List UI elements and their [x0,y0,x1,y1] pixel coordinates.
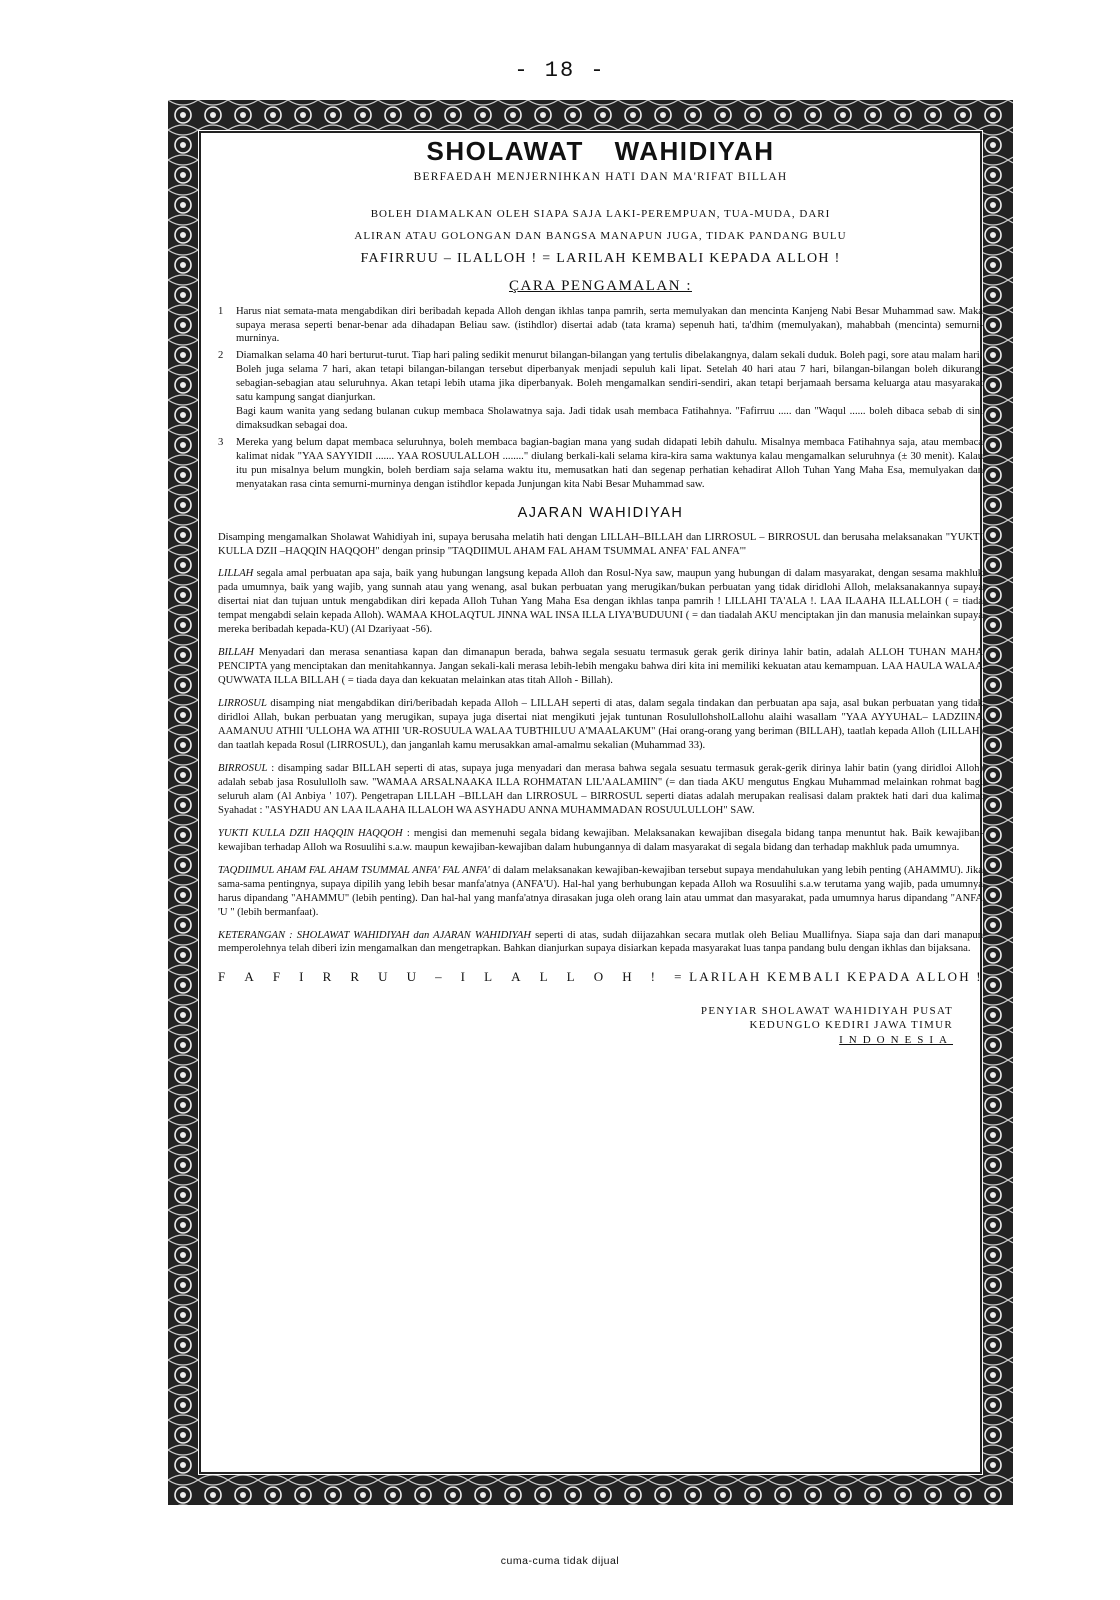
block-term: BILLAH [218,647,254,659]
flyer-title: SHOLAWAT WAHIDIYAH [426,136,775,166]
allowed-notice-line-2: ALIRAN ATAU GOLONGAN DAN BANGSA MANAPUN JUGA, TIDAK PANDANG BULU [354,229,847,242]
step-text: Bagi kaum wanita yang sedang bulanan cukup membaca Sholawatnya saja. Jadi tidak usah membaca Fatihahnya. "Fafirruu ..... dan "Waqul ...... boleh dibaca sebab di sini dimaksudkan sebagai doa. [236,406,983,432]
ajaran-block-keterangan [218,929,983,957]
ajaran-block-birrosul [218,762,983,818]
block-text: di dalam melaksanakan kewajiban-kewajiban tersebut supaya mendahulukan yang lebih penting (AHAMMU). Jika sama-sama pentingnya, supaya dipilih yang lebih besar manfa'atnya (ANFA'U). Hal-hal yang berhubungan kepada Alloh wa Rosuulihi s.a.w terutama yang wajib, pada umumnya harus dipandang "AHAMMU" (lebih penting). Dan hal-hal yang manfa'atnya dirasakan juga oleh orang lain atau ummat dan masyarakat, pada umumnya harus dipandang "ANFA 'U " (lebih bermanfaat). [218,864,983,918]
publisher-signature: PENYIAR SHOLAWAT WAHIDIYAH PUSAT KEDUNGLO KEDIRI JAWA TIMUR INDONESIA [700,1004,953,1047]
block-term: YUKTI KULLA DZII HAQQIN HAQQOH [218,827,403,839]
page-number: - 18 - [514,58,606,83]
step-text: Mereka yang belum dapat membaca seluruhnya, boleh membaca bagian-bagian mana yang sudah didapati lebih dahulu. Misalnya membaca Fatihahnya saja, atau membaca kalimat nidak "YAA SAYYIDII ....... YAA ROSUULALLOH ........" diulang berkali-kali selama kira-kira sama waktunya kalau mengamalkan seluruhnya (± 30 menit). Kalau itu pun misalnya belum mungkin, boleh berdiam saja selama waktu itu, memusatkan hati dan segenap perhatian kehadirat Alloh Tuhan Yang Maha Esa, memulyakan dan menyatakan rasa cinta semurni-murninya dengan istihdlor kepada Junjungan kita Nabi Besar Muhammad saw. [236,437,983,491]
ajaran-block-yukti [218,827,983,855]
block-term: TAQDIIMUL AHAM FAL AHAM TSUMMAL ANFA' FAL ANFA' [218,864,490,876]
fafirruu-footer: F A F I R R U U – I L A L L O H ! = LARILAH KEMBALI KEPADA ALLOH ! [218,969,983,985]
list-item: 2 Diamalkan selama 40 hari berturut-turut. Tiap hari paling sedikit menurut bilangan-bilangan yang tertulis dibelakangnya, dalam sekali duduk. Boleh pagi, sore atau malam hari. Boleh juga selama 7 hari, akan tetapi bilangan-bilangan tersebut diperbanyak menjadi sepuluh kali lipat. Setelah 40 hari atau 7 hari, bilangan-bilangan boleh dikurangi sebagian-sebagian atau seluruhnya. Akan tetapi lebih utama jika diperbanyak. Boleh mengamalkan sendiri-sendiri, akan tetapi berjamaah bersama keluarga atau masyarakat satu kampung sangat dianjurkan. Bagi kaum wanita yang sedang bulanan cukup membaca Sholawatnya saja. Jadi tidak usah membaca Fatihahnya. "Fafirruu ..... dan "Waqul ...... boleh dibaca sebab di sini dimaksudkan sebagai doa. [218,350,983,432]
ajaran-block-lirrosul [218,697,983,753]
cara-steps [218,305,983,493]
ajaran-intro: Disamping mengamalkan Sholawat Wahidiyah ini, supaya berusaha melatih hati dengan LILLAH–BILLAH dan LIRROSUL – BIRROSUL dan berusaha melaksanakan "YUKTI KULLA DZII –HAQQIN HAQQOH" dengan prinsip "TAQDIIMUL AHAM FAL AHAM TSUMMAL ANFA' FAL ANFA'" [218,532,983,558]
ajaran-block-lillah [218,567,983,637]
block-term: KETERANGAN : SHOLAWAT WAHIDIYAH dan AJARAN WAHIDIYAH [218,929,532,941]
allowed-notice-line-1: BOLEH DIAMALKAN OLEH SIAPA SAJA LAKI-PEREMPUAN, TUA-MUDA, DARI [370,208,831,221]
cara-heading: ÇARA PENGAMALAN : [508,277,692,294]
ajaran-block-billah [218,646,983,688]
step-text: Diamalkan selama 40 hari berturut-turut. Tiap hari paling sedikit menurut bilangan-bilangan yang tertulis dibelakangnya, dalam sekali duduk. Boleh pagi, sore atau malam hari. [236,350,983,362]
block-text: seperti di atas, sudah diijazahkan secara mutlak oleh Beliau Muallifnya. Siapa saja dan dari manapun memperolehnya telah diberi izin mengamalkan dan mengetrapkan. Bahkan dianjurkan supaya disiarkan kepada masyarakat luas tanpa pandang bulu dengan ikhlas dan bijaksana. [218,929,983,955]
step-text: Boleh juga selama 7 hari, akan tetapi bilangan-bilangan tersebut diperbanyak menjadi sepuluh kali lipat. Setelah 40 hari atau 7 hari, bilangan-bilangan boleh dikurangi sebagian-sebagian atau seluruhnya. Akan tetapi lebih utama jika diperbanyak. Boleh mengamalkan sendiri-sendiri, akan tetapi berjamaah bersama keluarga atau masyarakat satu kampung sangat dianjurkan. [236,364,983,404]
block-term: LILLAH [218,568,254,580]
block-term: LIRROSUL [218,697,267,709]
list-item: 3 Mereka yang belum dapat membaca seluruhnya, boleh membaca bagian-bagian mana yang sudah didapati lebih dahulu. Misalnya membaca Fatihahnya saja, atau membaca kalimat nidak "YAA SAYYIDII ....... YAA ROSUULALLOH ........" diulang berkali-kali selama kira-kira sama waktunya kalau mengamalkan seluruhnya (± 30 menit). Kalau itu pun misalnya belum mungkin, boleh berdiam saja selama waktu itu, memusatkan hati dan segenap perhatian kehadirat Alloh Tuhan Yang Maha Esa, memulyakan dan menyatakan rasa cinta semurni-murninya dengan istihdlor kepada Junjungan kita Nabi Besar Muhammad saw. [218,437,983,491]
flyer-subtitle: BERFAEDAH MENJERNIHKAN HATI DAN MA'RIFAT BILLAH [413,171,788,184]
block-term: BIRROSUL [218,762,268,774]
fafirruu-meaning: = LARILAH KEMBALI KEPADA ALLOH ! [674,969,983,985]
block-text: segala amal perbuatan apa saja, baik yang hubungan langsung kepada Alloh dan Rosul-Nya saw, maupun yang hubungan di dalam masyarakat, dengan sesama makhluk pada umumnya, baik yang wajib, yang sunnah atau yang wenang, asal bukan perbuatan yang merugikan/bukan perbuatan yang tidak diridlohi Alloh, melaksanakannya supaya disertai niat dan tujuan untuk mengabdikan diri kepada Alloh Tuhan Yang Maha Esa dengan ikhlas tanpa pamrih ! LILLAHI TA'ALA !. LAA ILAAHA ILLALLOH ( = tiada tempat mengabdi selain kepada Alloh). WAMAA KHOLAQTUL JINNA WAL INSA ILLA LIYA'BUDUUNI ( = dan tiadalah AKU menciptakan jin dan manusia melainkan supaya mereka beribadah kepada-KU) (Al Dzariyaat -56). [218,568,983,636]
step-text: Harus niat semata-mata mengabdikan diri beribadah kepada Alloh dengan ikhlas tanpa pamrih, serta memulyakan dan mencinta Kanjeng Nabi Besar Muhammad saw. Maka supaya merasa seperti benar-benar ada dihadapan Beliau saw. (istihdlor) disertai adab (tata krama) sepenuh hati, ta'dhim (memulyakan), mahabbah (mencinta) semurni-murninya. [236,305,983,345]
footer-note: cuma-cuma tidak dijual [500,1555,620,1567]
flyer-content [214,134,987,1479]
block-text: Menyadari dan merasa senantiasa kapan dan dimanapun berada, bahwa segala sesuatu termasuk gerak gerik dirinya lahir batin, adalah ALLOH TUHAN MAHA PENCIPTA yang menciptakan dan menitahkannya. Jangan sekali-kali merasa lebih-lebih mengaku bahwa diri kita ini memiliki kekuatan atau kemampuan. LAA HAULA WALAA QUWWATA ILLA BILLAH ( = tiada daya dan kekuatan melainkan atas titah Alloh - Billah). [218,647,983,686]
ajaran-heading: AJARAN WAHIDIYAH [517,505,684,522]
fafirruu-header: FAFIRRUU – ILALLOH ! = LARILAH KEMBALI KEPADA ALLOH ! [360,251,841,267]
ajaran-block-taqdiimul [218,864,983,920]
block-text: : disamping sadar BILLAH seperti di atas, supaya juga menyadari dan merasa bahwa segala sesuatu termasuk gerak-gerik dirinya lahir batin (yang diridloi Alloh) adalah sebab jasa Rosulullolh saw. "WAMAA ARSALNAAKA ILLA ROHMATAN LIL'AALAMIIN" (= dan tiada AKU mengutus Engkau Muhammad melainkan rohmat bagi seluruh alam (Al Anbiya ' 107). Pengetrapan LILLAH –BILLAH dan LIRROSUL – BIRROSUL seperti diatas adalah merupakan realisasi dalam praktek hati dari dua kalimat Syahadat : "ASYHADU AN LAA ILAAHA ILLALOH WA ASYHADU ANNA MUHAMMADAN ROSUULULLOH" SAW. [218,762,984,816]
list-item: 1 Harus niat semata-mata mengabdikan diri beribadah kepada Alloh dengan ikhlas tanpa pamrih, serta memulyakan dan mencinta Kanjeng Nabi Besar Muhammad saw. Maka supaya merasa seperti benar-benar ada dihadapan Beliau saw. (istihdlor) disertai adab (tata krama) sepenuh hati, ta'dhim (memulyakan), mahabbah (mencinta) semurni-murninya. [218,305,983,345]
block-text: : mengisi dan memenuhi segala bidang kewajiban. Melaksanakan kewajiban disegala bidang tanpa menuntut hak. Baik kewajiban-kewajiban terhadap Alloh wa Rosuulihi s.a.w. maupun kewajiban-kewajiban dalam hubungannya di dalam masyarakat di segala bidang dan terhadap makhluk pada umumnya. [218,827,983,853]
block-text: disamping niat mengabdikan diri/beribadah kepada Alloh – LILLAH seperti di atas, dalam segala tindakan dan perbuatan apa saja, asal bukan perbuatan yang tidak diridloi Allah, bukan perbuatan yang merugikan, supaya juga disertai niat mengikuti jejak tuntunan RosulullohsholLallohu alaihi wasallam "YAA AYYUHAL– LADZIINA AAMANUU ATHII 'ULLOHA WA ATHII 'UR-ROSUULA WALAA TUBTHILUU A'MAALAKUM" (Hai orang-orang yang beriman (BILLAH), taatlah kepada Alloh (LILLAH) dan taatlah kepada Rosul (LIRROSUL), dan janganlah kamu merusakkan amal-amalmu sekalian (Muhammad 33). [218,697,983,751]
